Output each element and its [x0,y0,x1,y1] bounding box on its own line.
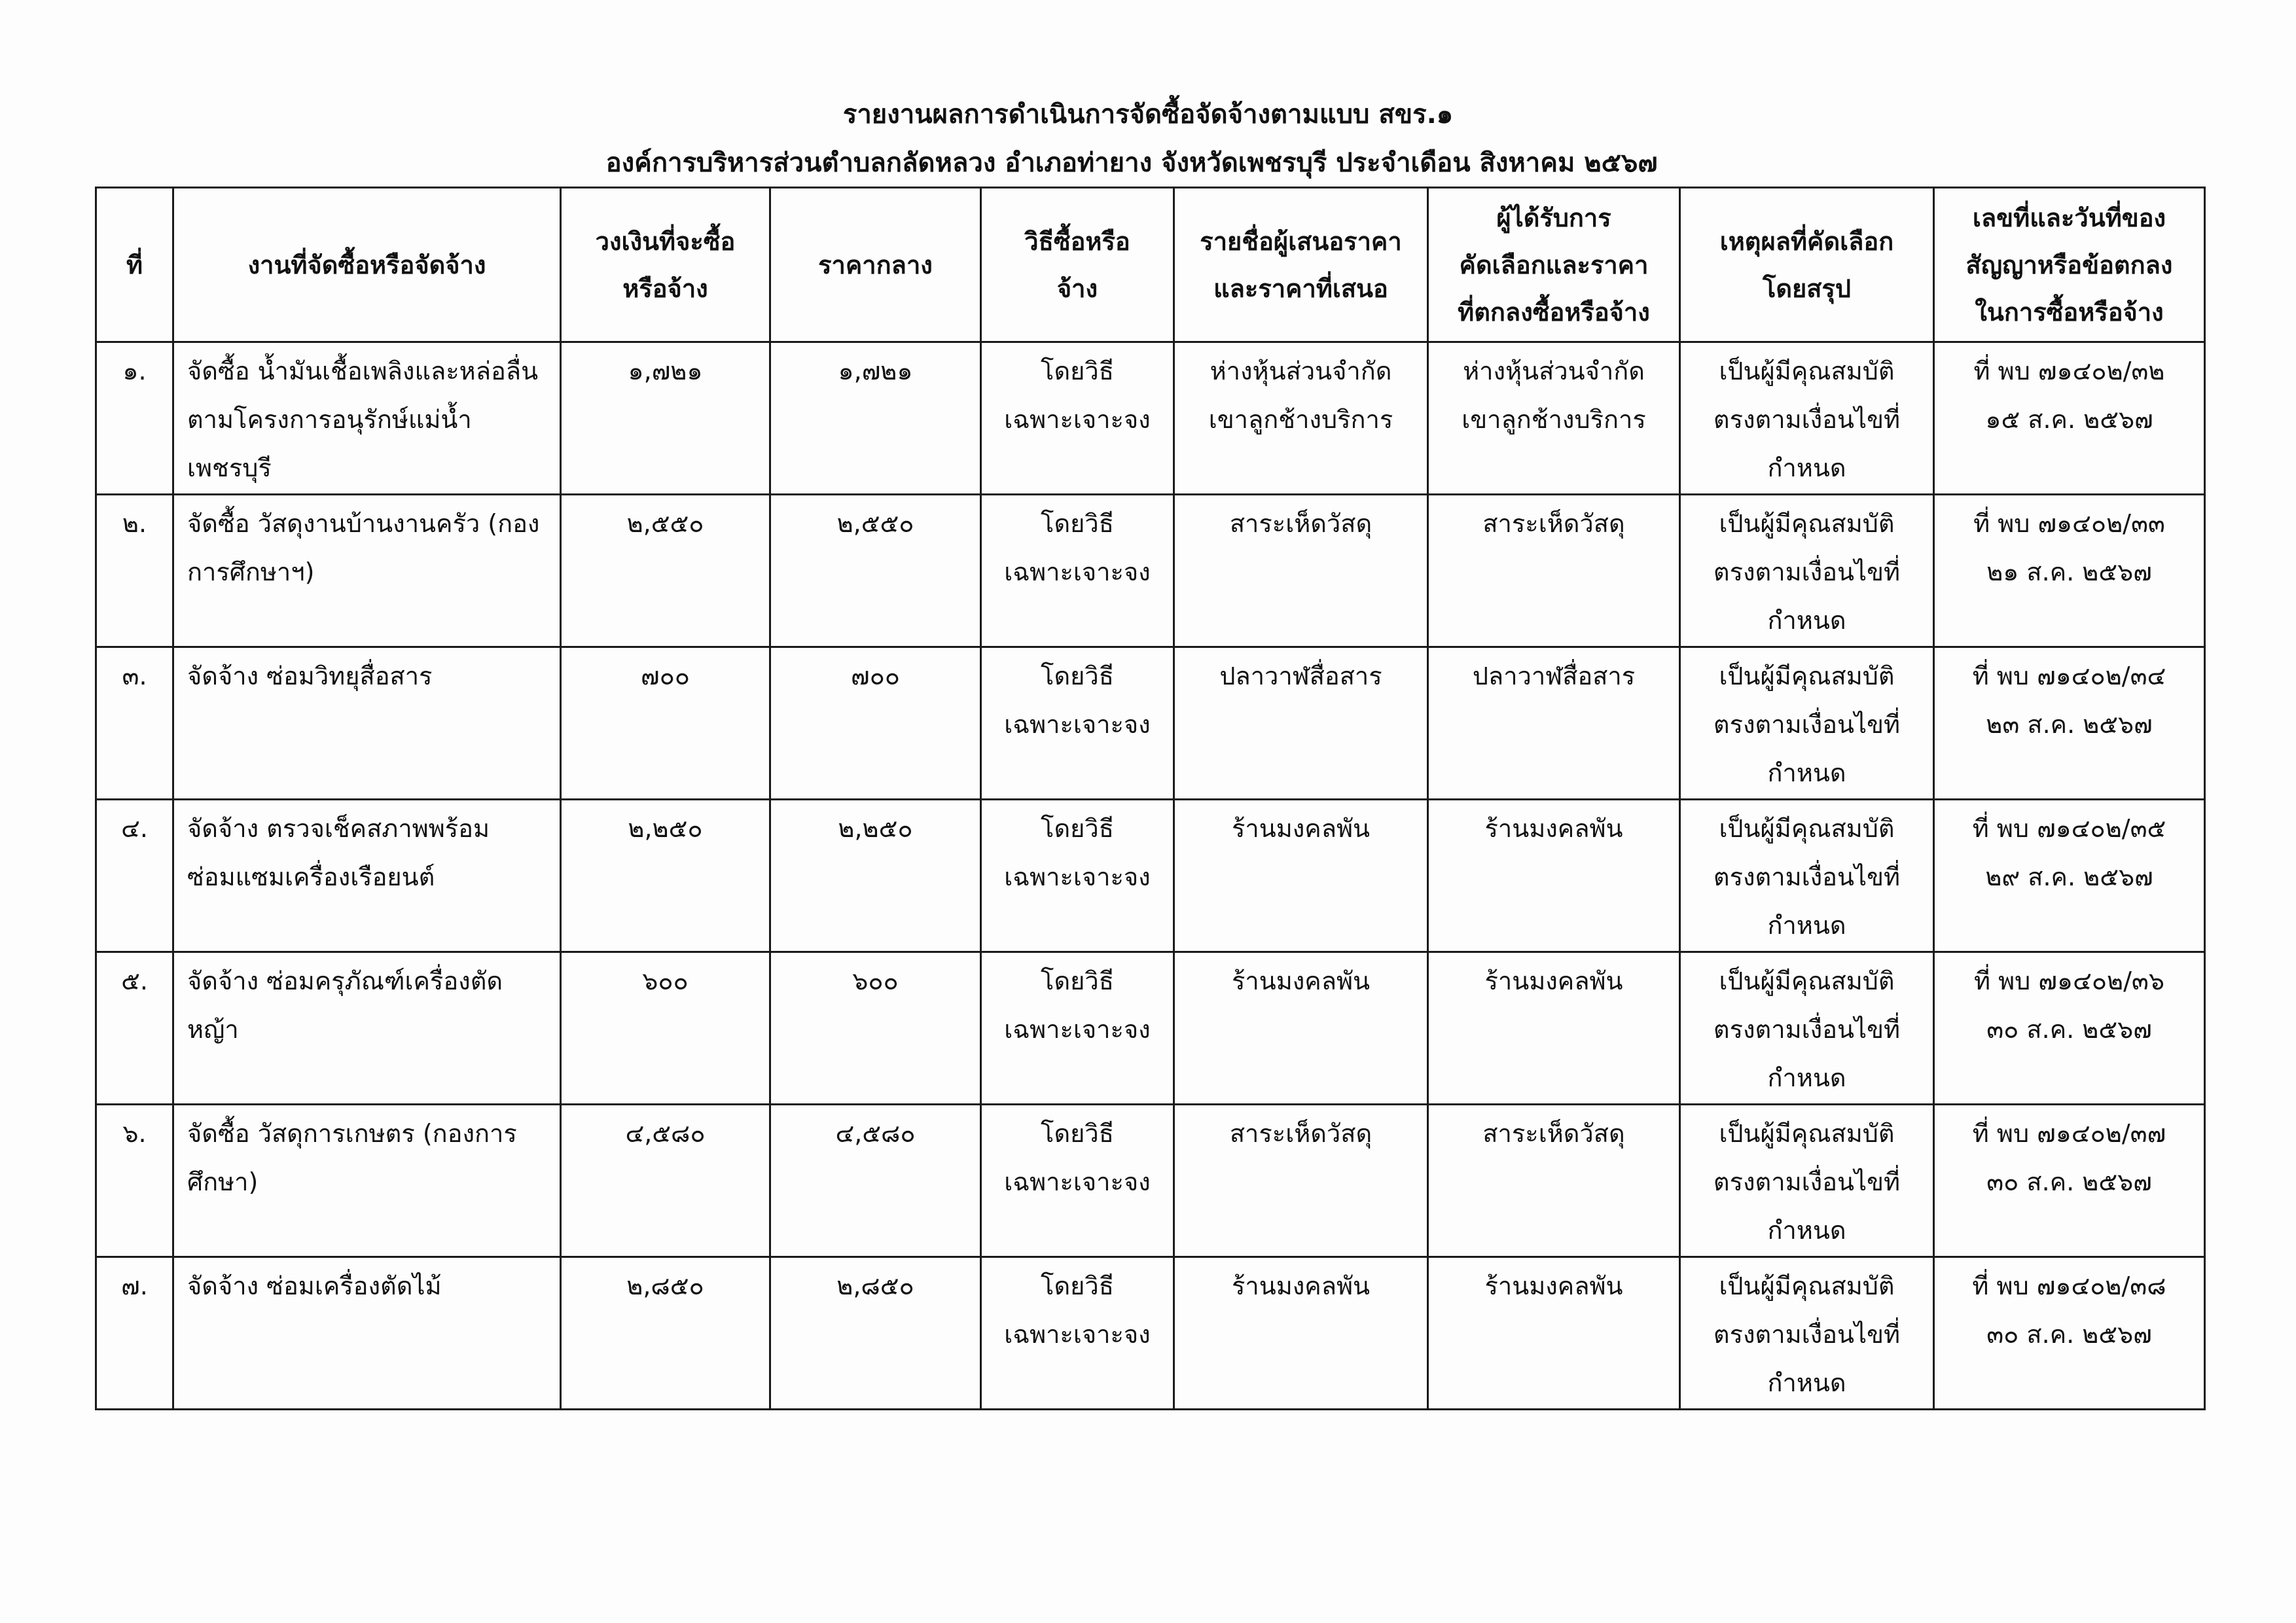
header-line: หรือจ้าง [622,274,708,303]
budget-value: ๔,๕๘๐ [561,1105,770,1257]
selected-vendor-line: ปลาวาฬสื่อสาร [1472,662,1636,690]
procurement-method [981,495,1174,647]
contract-reference [1934,1257,2205,1410]
selected-vendor-line: สาระเห็ดวัสดุ [1482,509,1625,538]
selection-reason [1680,800,1934,952]
contract-reference [1934,1105,2205,1257]
procurement-method [981,342,1174,495]
contract-reference [1934,495,2205,647]
selection-reason-line: เป็นผู้มีคุณสมบัติ [1719,814,1895,843]
contract-reference-line: ที่ พบ ๗๑๔๐๒/๓๔ [1972,662,2166,690]
table-row [96,800,2205,952]
bidders-list [1174,342,1428,495]
bidders-list-line: ร้านมงคลพัน [1231,967,1371,995]
selection-reason-line: เป็นผู้มีคุณสมบัติ [1719,509,1895,538]
median-price-value: ๔,๕๘๐ [770,1105,981,1257]
bidders-list-line: ห่างหุ้นส่วนจำกัด [1210,357,1392,385]
row-number: ๒. [96,495,173,647]
item-description: จัดจ้าง ซ่อมเครื่องตัดไม้ [173,1257,561,1410]
header-line: สัญญาหรือข้อตกลง [1965,250,2173,279]
header-line: คัดเลือกและราคา [1459,250,1649,279]
item-description: จัดซื้อ วัสดุการเกษตร (กองการศึกษา) [173,1105,561,1257]
selection-reason [1680,342,1934,495]
procurement-method-line: โดยวิธี [1041,1272,1114,1300]
procurement-method [981,800,1174,952]
selection-reason-line: เป็นผู้มีคุณสมบัติ [1719,1119,1895,1148]
selection-reason [1680,1105,1934,1257]
header-line: ราคากลาง [818,250,933,279]
procurement-method-line: เฉพาะเจาะจง [1004,1168,1151,1196]
selection-reason-line: กำหนด [1767,911,1846,940]
median-price-value: ๖๐๐ [770,952,981,1105]
col-bidders-header [1174,188,1428,342]
procurement-method [981,1105,1174,1257]
bidders-list [1174,1105,1428,1257]
bidders-list-line: สาระเห็ดวัสดุ [1229,509,1372,538]
header-line: เลขที่และวันที่ของ [1972,203,2166,232]
selection-reason-line: ตรงตามเงื่อนไขที่ [1713,710,1901,739]
bidders-list [1174,800,1428,952]
bidders-list [1174,495,1428,647]
selection-reason [1680,1257,1934,1410]
contract-reference-line: ๓๐ ส.ค. ๒๕๖๗ [1986,1015,2152,1044]
table-body [96,342,2205,1410]
row-number: ๖. [96,1105,173,1257]
selected-vendor [1428,1105,1680,1257]
selection-reason-line: กำหนด [1767,606,1846,635]
header-line: โดยสรุป [1762,274,1852,303]
row-number: ๔. [96,800,173,952]
header-line: จ้าง [1056,274,1098,303]
median-price-value: ๗๐๐ [770,647,981,800]
contract-reference-line: ที่ พบ ๗๑๔๐๒/๓๘ [1972,1272,2166,1300]
contract-reference [1934,952,2205,1105]
row-number: ๗. [96,1257,173,1410]
procurement-method-line: เฉพาะเจาะจง [1004,710,1151,739]
item-description: จัดจ้าง ตรวจเช็คสภาพพร้อมซ่อมแซมเครื่องเรือยนต์ [173,800,561,952]
table-row [96,647,2205,800]
contract-reference [1934,800,2205,952]
procurement-method [981,1257,1174,1410]
selection-reason-line: ตรงตามเงื่อนไขที่ [1713,1320,1901,1349]
table-header [96,188,2205,342]
budget-value: ๒,๒๕๐ [561,800,770,952]
budget-value: ๑,๗๒๑ [561,342,770,495]
contract-reference-line: ๒๓ ส.ค. ๒๕๖๗ [1986,710,2153,739]
selection-reason-line: กำหนด [1767,1063,1846,1092]
selected-vendor [1428,800,1680,952]
item-description: จัดซื้อ วัสดุงานบ้านงานครัว (กองการศึกษาฯ) [173,495,561,647]
selected-vendor-line: ร้านมงคลพัน [1484,1272,1623,1300]
contract-reference [1934,342,2205,495]
selection-reason-line: เป็นผู้มีคุณสมบัติ [1719,662,1895,690]
budget-value: ๒,๘๕๐ [561,1257,770,1410]
col-winner-header [1428,188,1680,342]
col-contract-header [1934,188,2205,342]
median-price-value: ๑,๗๒๑ [770,342,981,495]
header-line: วิธีซื้อหรือ [1024,226,1130,256]
procurement-method-line: โดยวิธี [1041,1119,1114,1148]
contract-reference-line: ที่ พบ ๗๑๔๐๒/๓๖ [1974,967,2164,995]
table-row [96,1257,2205,1410]
contract-reference-line: ๑๕ ส.ค. ๒๕๖๗ [1985,405,2153,434]
table-row [96,952,2205,1105]
col-budget-header [561,188,770,342]
item-description: จัดจ้าง ซ่อมวิทยุสื่อสาร [173,647,561,800]
col-median-price-header [770,188,981,342]
report-header [0,90,2296,187]
selected-vendor-line: เขาลูกช้างบริการ [1462,405,1646,434]
procurement-method-line: โดยวิธี [1041,357,1114,385]
selection-reason-line: ตรงตามเงื่อนไขที่ [1713,863,1901,891]
selected-vendor-line: ห่างหุ้นส่วนจำกัด [1463,357,1645,385]
bidders-list-line: ปลาวาฬสื่อสาร [1219,662,1382,690]
header-line: ที่ [126,250,143,279]
bidders-list [1174,647,1428,800]
selection-reason-line: ตรงตามเงื่อนไขที่ [1713,1168,1901,1196]
procurement-method-line: โดยวิธี [1041,662,1114,690]
col-method-header [981,188,1174,342]
bidders-list-line: ร้านมงคลพัน [1231,1272,1371,1300]
col-reason-header [1680,188,1934,342]
selection-reason-line: กำหนด [1767,1216,1846,1245]
selection-reason [1680,647,1934,800]
bidders-list-line: เขาลูกช้างบริการ [1208,405,1393,434]
item-description: จัดจ้าง ซ่อมครุภัณฑ์เครื่องตัดหญ้า [173,952,561,1105]
header-line: ผู้ได้รับการ [1496,203,1611,232]
header-line: เหตุผลที่คัดเลือก [1719,226,1894,256]
table-row [96,342,2205,495]
selection-reason-line: กำหนด [1767,1368,1846,1397]
contract-reference-line: ที่ พบ ๗๑๔๐๒/๓๕ [1972,814,2166,843]
procurement-table [95,187,2206,1410]
selection-reason-line: เป็นผู้มีคุณสมบัติ [1719,967,1895,995]
header-line: ที่ตกลงซื้อหรือจ้าง [1458,297,1650,327]
procurement-method-line: โดยวิธี [1041,967,1114,995]
selection-reason-line: กำหนด [1767,758,1846,787]
bidders-list-line: ร้านมงคลพัน [1231,814,1371,843]
selection-reason-line: ตรงตามเงื่อนไขที่ [1713,405,1901,434]
bidders-list [1174,952,1428,1105]
procurement-method-line: โดยวิธี [1041,814,1114,843]
table-row [96,495,2205,647]
procurement-method [981,952,1174,1105]
selected-vendor-line: ร้านมงคลพัน [1484,967,1623,995]
header-line: ในการซื้อหรือจ้าง [1975,297,2164,327]
median-price-value: ๒,๒๕๐ [770,800,981,952]
procurement-method-line: เฉพาะเจาะจง [1004,558,1151,586]
procurement-method-line: เฉพาะเจาะจง [1004,863,1151,891]
report-title: รายงานผลการดำเนินการจัดซื้อจัดจ้างตามแบบ สขร.๑ [842,99,1454,130]
selected-vendor-line: ร้านมงคลพัน [1484,814,1623,843]
selection-reason [1680,495,1934,647]
selection-reason-line: ตรงตามเงื่อนไขที่ [1713,1015,1901,1044]
selected-vendor-line: สาระเห็ดวัสดุ [1482,1119,1625,1148]
header-row [96,188,2205,342]
selected-vendor [1428,1257,1680,1410]
contract-reference-line: ที่ พบ ๗๑๔๐๒/๓๓ [1973,509,2165,538]
procurement-method-line: เฉพาะเจาะจง [1004,405,1151,434]
report-subtitle: องค์การบริหารส่วนตำบลกลัดหลวง อำเภอท่ายาง จังหวัดเพชรบุรี ประจำเดือน สิงหาคม ๒๕๖๗ [605,148,1658,178]
budget-value: ๖๐๐ [561,952,770,1105]
procurement-method-line: โดยวิธี [1041,509,1114,538]
contract-reference-line: ๓๐ ส.ค. ๒๕๖๗ [1986,1320,2152,1349]
selection-reason-line: ตรงตามเงื่อนไขที่ [1713,558,1901,586]
selection-reason-line: เป็นผู้มีคุณสมบัติ [1719,1272,1895,1300]
col-item-header [173,188,561,342]
bidders-list [1174,1257,1428,1410]
header-line: งานที่จัดซื้อหรือจัดจ้าง [247,250,486,279]
budget-value: ๒,๕๕๐ [561,495,770,647]
procurement-method-line: เฉพาะเจาะจง [1004,1015,1151,1044]
contract-reference-line: ๒๙ ส.ค. ๒๕๖๗ [1985,863,2153,891]
selected-vendor [1428,495,1680,647]
contract-reference-line: ที่ พบ ๗๑๔๐๒/๓๒ [1973,357,2165,385]
table-row [96,1105,2205,1257]
selected-vendor [1428,342,1680,495]
header-line: รายชื่อผู้เสนอราคา [1200,226,1402,256]
selection-reason-line: เป็นผู้มีคุณสมบัติ [1719,357,1895,385]
header-line: วงเงินที่จะซื้อ [595,226,736,256]
row-number: ๓. [96,647,173,800]
median-price-value: ๒,๘๕๐ [770,1257,981,1410]
row-number: ๑. [96,342,173,495]
bidders-list-line: สาระเห็ดวัสดุ [1229,1119,1372,1148]
procurement-method [981,647,1174,800]
header-line: และราคาที่เสนอ [1213,274,1388,303]
row-number: ๕. [96,952,173,1105]
budget-value: ๗๐๐ [561,647,770,800]
col-no-header [96,188,173,342]
selected-vendor [1428,647,1680,800]
contract-reference-line: ๓๐ ส.ค. ๒๕๖๗ [1986,1168,2152,1196]
item-description: จัดซื้อ น้ำมันเชื้อเพลิงและหล่อลื่น ตามโครงการอนุรักษ์แม่น้ำเพชรบุรี [173,342,561,495]
contract-reference [1934,647,2205,800]
selection-reason-line: กำหนด [1767,454,1846,482]
selection-reason [1680,952,1934,1105]
procurement-method-line: เฉพาะเจาะจง [1004,1320,1151,1349]
contract-reference-line: ๒๑ ส.ค. ๒๕๖๗ [1986,558,2152,586]
median-price-value: ๒,๕๕๐ [770,495,981,647]
selected-vendor [1428,952,1680,1105]
contract-reference-line: ที่ พบ ๗๑๔๐๒/๓๗ [1972,1119,2166,1148]
